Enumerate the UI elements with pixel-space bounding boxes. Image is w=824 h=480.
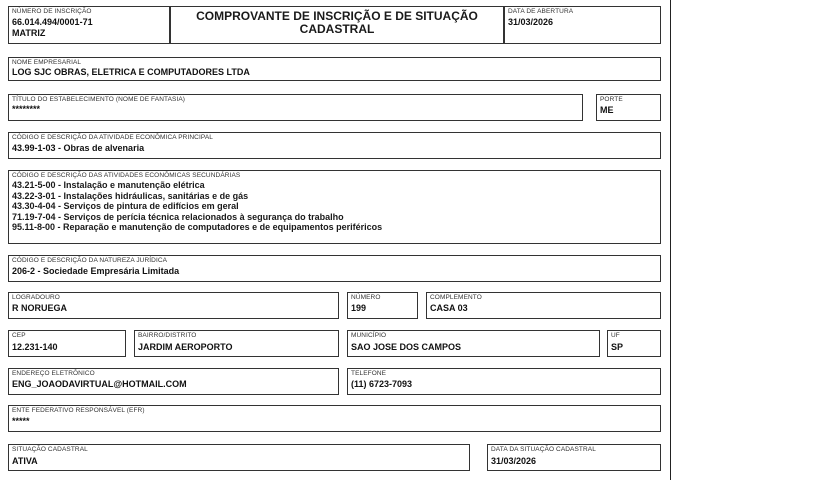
porte-label: PORTE (600, 96, 623, 103)
data-abertura-label: DATA DE ABERTURA (508, 8, 574, 15)
email-value: ENG_JOAODAVIRTUAL@HOTMAIL.COM (12, 379, 187, 389)
logradouro-label: LOGRADOURO (12, 294, 60, 301)
municipio-value: SAO JOSE DOS CAMPOS (351, 342, 462, 352)
bairro-label: BAIRRO/DISTRITO (138, 332, 197, 339)
natureza-juridica-value: 206-2 - Sociedade Empresária Limitada (12, 266, 180, 276)
efr-label: ENTE FEDERATIVO RESPONSÁVEL (EFR) (12, 407, 145, 414)
atividade-secundaria-item: 71.19-7-04 - Serviços de perícia técnica relacionados à segurança do trabalho (12, 211, 344, 222)
nome-fantasia-box (8, 94, 583, 121)
atividade-principal-value: 43.99-1-03 - Obras de alvenaria (12, 143, 145, 153)
atividades-secundarias-list (12, 180, 382, 233)
document-title (171, 10, 503, 36)
title-line-2: CADASTRAL (299, 22, 375, 36)
natureza-juridica-label: CÓDIGO E DESCRIÇÃO DA NATUREZA JURÍDICA (12, 257, 168, 264)
numero-box (347, 292, 418, 319)
municipio-label: MUNICÍPIO (351, 332, 387, 339)
atividade-secundaria-item: 43.21-5-00 - Instalação e manutenção elétrica (12, 180, 205, 190)
atividade-secundaria-item: 43.30-4-04 - Serviços de pintura de edifícios em geral (12, 201, 239, 211)
atividades-secundarias-box (8, 170, 661, 244)
nome-fantasia-value: ******** (12, 104, 41, 114)
title-box (170, 6, 504, 44)
telefone-value: (11) 6723-7093 (351, 379, 413, 389)
numero-inscricao-label: NÚMERO DE INSCRIÇÃO (12, 8, 92, 15)
data-situacao-label: DATA DA SITUAÇÃO CADASTRAL (491, 446, 596, 453)
complemento-value: CASA 03 (430, 303, 468, 313)
natureza-juridica-box (8, 255, 661, 282)
atividade-secundaria-item: 43.22-3-01 - Instalações hidráulicas, sanitárias e de gás (12, 190, 249, 201)
porte-box (596, 94, 661, 121)
telefone-box (347, 368, 661, 395)
matriz-label: MATRIZ (12, 28, 46, 38)
telefone-label: TELEFONE (351, 370, 387, 377)
uf-box (607, 330, 661, 357)
complemento-label: COMPLEMENTO (430, 294, 482, 301)
efr-box (8, 405, 661, 432)
data-abertura-value: 31/03/2026 (508, 17, 554, 27)
data-situacao-value: 31/03/2026 (491, 456, 537, 466)
porte-value: ME (600, 105, 614, 115)
situacao-box (8, 444, 470, 471)
data-abertura-box (504, 6, 661, 44)
situacao-label: SITUAÇÃO CADASTRAL (12, 446, 88, 453)
atividade-principal-box (8, 132, 661, 159)
nome-empresarial-label: NOME EMPRESARIAL (12, 59, 82, 66)
uf-label: UF (611, 332, 620, 339)
data-situacao-box (487, 444, 661, 471)
numero-value: 199 (351, 303, 367, 313)
numero-inscricao-box (8, 6, 170, 44)
efr-value: ***** (12, 416, 30, 426)
page-right-border (670, 0, 671, 480)
logradouro-value: R NORUEGA (12, 303, 68, 313)
numero-inscricao-value: 66.014.494/0001-71 (12, 17, 93, 27)
nome-empresarial-box (8, 57, 661, 81)
bairro-value: JARDIM AEROPORTO (138, 342, 233, 352)
cep-value: 12.231-140 (12, 342, 58, 352)
situacao-value: ATIVA (12, 456, 38, 466)
complemento-box (426, 292, 661, 319)
uf-value: SP (611, 342, 624, 352)
municipio-box (347, 330, 600, 357)
cep-box (8, 330, 126, 357)
cep-label: CEP (12, 332, 26, 339)
atividade-principal-label: CÓDIGO E DESCRIÇÃO DA ATIVIDADE ECONÔMICA PRINCIPAL (12, 134, 213, 141)
nome-fantasia-label: TÍTULO DO ESTABELECIMENTO (NOME DE FANTASIA) (12, 96, 186, 103)
atividades-secundarias-label: CÓDIGO E DESCRIÇÃO DAS ATIVIDADES ECONÔMICAS SECUNDÁRIAS (12, 172, 241, 179)
nome-empresarial-value: LOG SJC OBRAS, ELETRICA E COMPUTADORES LTDA (12, 67, 250, 77)
logradouro-box (8, 292, 339, 319)
bairro-box (134, 330, 339, 357)
email-box (8, 368, 339, 395)
atividade-secundaria-item: 95.11-8-00 - Reparação e manutenção de computadores e de equipamentos periféricos (12, 222, 383, 232)
email-label: ENDEREÇO ELETRÔNICO (12, 370, 95, 377)
title-line-1: COMPROVANTE DE INSCRIÇÃO E DE SITUAÇÃO (196, 9, 478, 23)
numero-label: NÚMERO (351, 294, 381, 301)
